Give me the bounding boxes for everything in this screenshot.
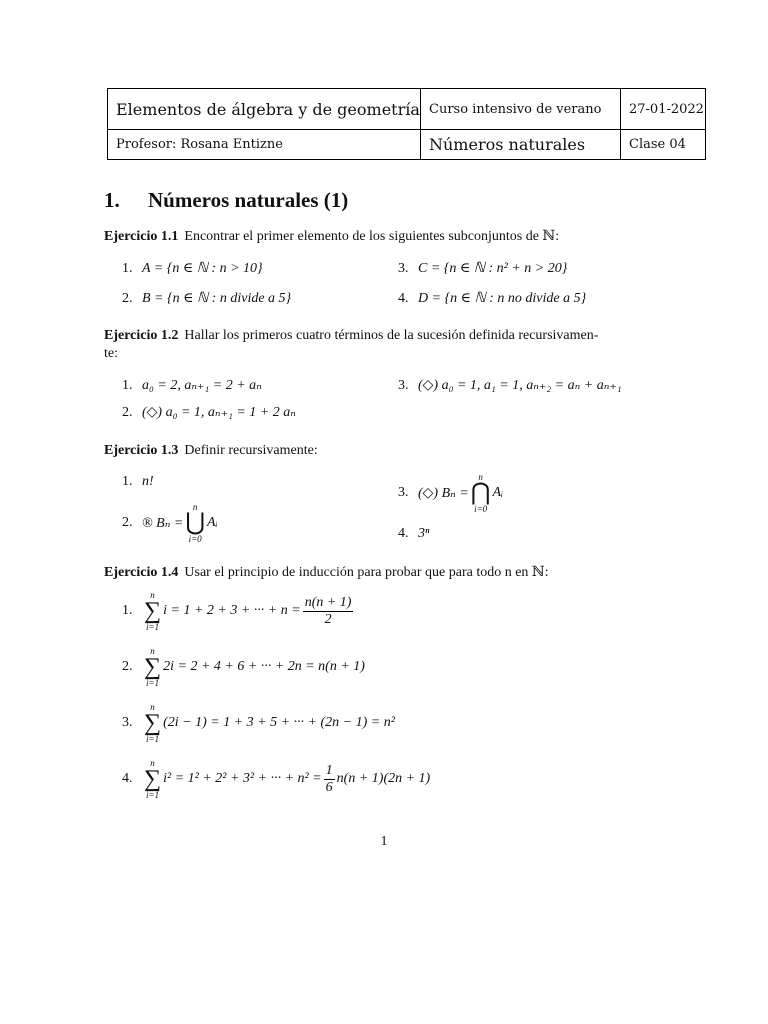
sigma-icon: ∑	[144, 654, 162, 680]
fraction	[324, 763, 335, 796]
operator-lower-limit: i=1	[146, 622, 160, 632]
operator-upper-limit: n	[478, 472, 483, 482]
item-number: 1.	[122, 260, 133, 276]
exercise-label: Ejercicio 1.1	[104, 229, 179, 244]
item-expression: D = {n ∈ ℕ : n no divide a 5}	[418, 291, 587, 306]
exercise-text: Encontrar el primer elemento de los siguientes subconjuntos de ℕ:	[184, 229, 560, 244]
operator-upper-limit: n	[150, 758, 155, 768]
operator-upper-limit: n	[150, 590, 155, 600]
item-expression: 2i = 2 + 4 + 6 + ··· + 2n = n(n + 1)	[163, 659, 365, 674]
exercise-1-4-statement	[104, 564, 549, 581]
sum-operator	[144, 646, 161, 688]
fraction-numerator: 1	[325, 762, 333, 778]
program-name: Curso intensivo de verano	[420, 89, 620, 129]
section-title: Números naturales (1)	[148, 188, 349, 212]
item-expression: (2i − 1) = 1 + 3 + 5 + ··· + (2n − 1) = n²	[163, 715, 395, 730]
list-item	[122, 260, 263, 277]
exercise-1-3-statement	[104, 443, 318, 459]
intersection-operator	[471, 472, 491, 514]
header-row-2	[108, 129, 705, 159]
lesson-number: Clase 04	[620, 129, 707, 159]
list-item	[122, 702, 395, 744]
exercise-text: Hallar los primeros cuatro términos de la sucesión definida recursivamen-	[184, 328, 599, 343]
exercise-label: Ejercicio 1.2	[104, 328, 179, 343]
item-number: 2.	[122, 290, 133, 306]
item-expression: i = 1 + 2 + 3 + ··· + n =	[163, 603, 301, 618]
list-item	[398, 377, 622, 394]
operator-upper-limit: n	[150, 646, 155, 656]
list-item	[398, 472, 503, 514]
fraction-denominator: 2	[324, 611, 332, 627]
exercise-text: Definir recursivamente:	[184, 443, 318, 458]
item-number: 3.	[398, 260, 409, 276]
operator-lower-limit: i=1	[146, 734, 160, 744]
list-item	[122, 502, 218, 544]
sum-operator	[144, 702, 161, 744]
item-expression-tail: Aᵢ	[492, 485, 504, 500]
item-number: 1.	[122, 474, 133, 489]
topic-name: Números naturales	[420, 129, 620, 159]
union-icon: ⋃	[185, 510, 205, 536]
section-number: 1.	[104, 188, 120, 212]
item-number: 2.	[122, 659, 133, 674]
item-expression: n!	[142, 474, 154, 489]
exercise-text-continued: te:	[104, 346, 118, 361]
item-number: 4.	[398, 290, 409, 306]
item-expression: (◇) a₀ = 1, a₁ = 1, aₙ₊₂ = aₙ + aₙ₊₁	[418, 378, 622, 393]
item-number: 1.	[122, 603, 133, 618]
item-expression: 3ⁿ	[418, 526, 430, 541]
exercise-label: Ejercicio 1.3	[104, 443, 179, 458]
fraction-denominator: 6	[325, 779, 333, 795]
operator-upper-limit: n	[192, 502, 198, 512]
header-row-1	[108, 89, 705, 130]
item-number: 2.	[122, 515, 133, 530]
list-item	[122, 646, 365, 688]
item-number: 4.	[122, 771, 133, 786]
list-item	[122, 290, 291, 307]
list-item	[122, 590, 355, 632]
course-title: Elementos de álgebra y de geometría	[116, 99, 420, 119]
list-item	[398, 526, 429, 542]
item-expression: i² = 1² + 2² + 3² + ··· + n² =	[163, 771, 322, 786]
operator-lower-limit: i=0	[474, 504, 488, 514]
item-expression: A = {n ∈ ℕ : n > 10}	[142, 261, 263, 276]
operator-lower-limit: i=0	[188, 534, 202, 544]
professor-name: Profesor: Rosana Entizne	[116, 136, 283, 152]
item-expression: (◇) Bₙ =	[418, 485, 469, 501]
list-item	[398, 290, 586, 307]
exercise-label: Ejercicio 1.4	[104, 565, 179, 580]
sigma-icon: ∑	[144, 598, 162, 624]
item-number: 2.	[122, 404, 133, 420]
item-expression: B = {n ∈ ℕ : n divide a 5}	[142, 291, 292, 306]
exercise-1-1-statement	[104, 228, 559, 245]
fraction-numerator: n(n + 1)	[304, 594, 352, 610]
item-expression-tail: n(n + 1)(2n + 1)	[336, 771, 431, 786]
intersection-icon: ⋂	[470, 480, 491, 506]
sigma-icon: ∑	[144, 710, 162, 736]
item-expression: C = {n ∈ ℕ : n² + n > 20}	[418, 261, 568, 276]
exercise-text: Usar el principio de inducción para probar que para todo n en ℕ:	[184, 565, 549, 580]
exercise-1-2-statement-cont	[104, 346, 118, 362]
item-expression: ® Bₙ =	[142, 515, 184, 531]
operator-upper-limit: n	[150, 702, 155, 712]
sum-operator	[144, 758, 161, 800]
item-number: 1.	[122, 377, 133, 393]
sum-operator	[144, 590, 161, 632]
page-number: 1	[380, 834, 388, 849]
fraction	[303, 595, 354, 628]
list-item	[398, 260, 567, 277]
list-item	[122, 758, 430, 800]
item-expression-tail: Aᵢ	[207, 515, 218, 530]
class-date: 27-01-2022	[620, 89, 707, 129]
item-expression: (◇) a₀ = 1, aₙ₊₁ = 1 + 2 aₙ	[142, 405, 296, 420]
union-operator	[185, 502, 205, 544]
item-expression: a₀ = 2, aₙ₊₁ = 2 + aₙ	[142, 378, 262, 393]
list-item	[122, 474, 154, 490]
operator-lower-limit: i=1	[146, 790, 160, 800]
item-number: 3.	[122, 715, 133, 730]
sigma-icon: ∑	[144, 766, 162, 792]
list-item	[122, 377, 262, 394]
item-number: 3.	[398, 485, 409, 500]
header-table	[107, 88, 706, 160]
operator-lower-limit: i=1	[146, 678, 160, 688]
section-heading	[104, 188, 348, 213]
exercise-1-2-statement	[104, 328, 598, 344]
item-number: 3.	[398, 377, 409, 393]
list-item	[122, 404, 296, 421]
item-number: 4.	[398, 526, 409, 541]
